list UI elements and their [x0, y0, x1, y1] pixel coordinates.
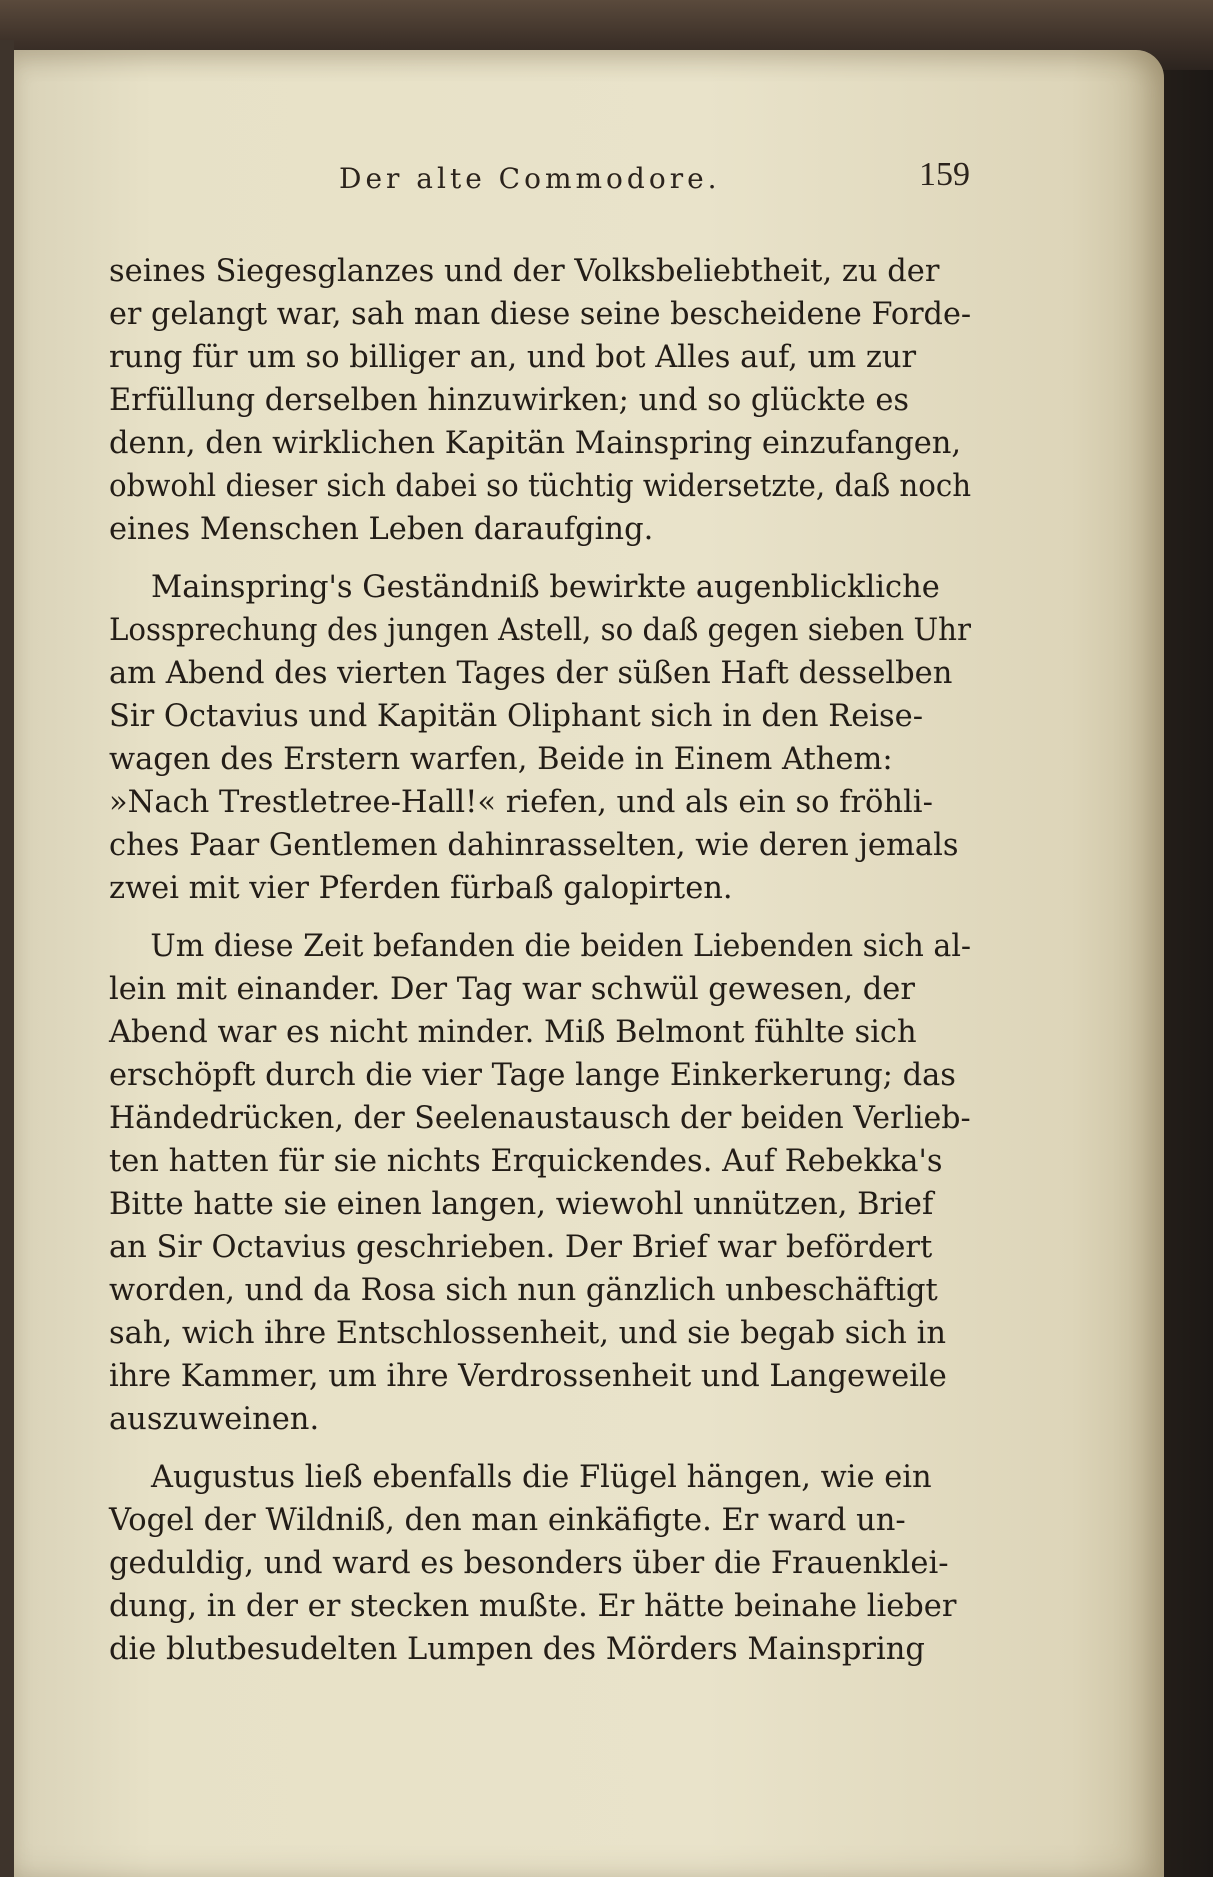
text-line: obwohl dieser sich dabei so tüchtig widersetzte, daß noch — [109, 469, 972, 504]
text-line: Augustus ließ ebenfalls die Flügel hängen, wie ein — [151, 1460, 932, 1495]
text-line: auszuweinen. — [109, 1402, 320, 1437]
text-line: »Nach Trestletree-Hall!« riefen, und als ein so fröhli- — [109, 785, 933, 820]
body-text — [109, 250, 971, 1671]
text-line: worden, und da Rosa sich nun gänzlich unbeschäftigt — [109, 1273, 938, 1308]
text-line: Bitte hatte sie einen langen, wiewohl unnützen, Brief — [109, 1187, 934, 1222]
paragraph-gap — [109, 1441, 971, 1456]
text-line: eines Menschen Leben daraufging. — [109, 512, 654, 547]
text-line: denn, den wirklichen Kapitän Mainspring einzufangen, — [109, 426, 962, 461]
text-line: an Sir Octavius geschrieben. Der Brief war befördert — [109, 1230, 933, 1265]
text-line: zwei mit vier Pferden fürbaß galopirten. — [109, 871, 733, 906]
text-line: Händedrücken, der Seelenaustausch der beiden Verlieb- — [109, 1101, 971, 1136]
text-line: Mainspring's Geständniß bewirkte augenblickliche — [151, 570, 940, 605]
text-line: er gelangt war, sah man diese seine bescheidene Forde- — [109, 297, 972, 332]
text-line: Um diese Zeit befanden die beiden Liebenden sich al- — [150, 929, 972, 964]
text-line: ches Paar Gentlemen dahinrasselten, wie deren jemals — [109, 828, 959, 863]
book-binding-left — [0, 40, 14, 1877]
page-number: 159 — [919, 156, 970, 193]
text-line: wagen des Erstern warfen, Beide in Einem Athem: — [109, 742, 893, 777]
paper-page — [14, 50, 1164, 1877]
paragraph-1 — [109, 250, 971, 551]
running-head — [124, 150, 970, 220]
text-line: erschöpft durch die vier Tage lange Einkerkerung; das — [109, 1058, 956, 1093]
text-line: seines Siegesglanzes und der Volksbeliebtheit, zu der — [109, 254, 940, 289]
text-line: am Abend des vierten Tages der süßen Haft desselben — [109, 656, 953, 691]
paragraph-3 — [109, 925, 971, 1441]
running-title: Der alte Commodore. — [339, 162, 721, 195]
text-line: Sir Octavius und Kapitän Oliphant sich in den Reise- — [109, 699, 924, 734]
text-line: sah, wich ihre Entschlossenheit, und sie begab sich in — [109, 1316, 947, 1351]
text-line: lein mit einander. Der Tag war schwül gewesen, der — [109, 972, 915, 1007]
text-line: Erfüllung derselben hinzuwirken; und so glückte es — [109, 383, 910, 418]
text-line: ten hatten für sie nichts Erquickendes. Auf Rebekka's — [109, 1144, 943, 1179]
paragraph-gap — [109, 551, 971, 566]
text-line: geduldig, und ward es besonders über die Frauenklei- — [109, 1546, 949, 1581]
paragraph-4 — [109, 1456, 971, 1671]
text-line: Lossprechung des jungen Astell, so daß gegen sieben Uhr — [109, 613, 972, 648]
text-line: Vogel der Wildniß, den man einkäfigte. Er ward un- — [109, 1503, 906, 1538]
text-line: dung, in der er stecken mußte. Er hätte beinahe lieber — [109, 1589, 957, 1624]
text-line: die blutbesudelten Lumpen des Mörders Mainspring — [109, 1632, 925, 1667]
paragraph-2 — [109, 566, 971, 910]
paragraph-gap — [109, 910, 971, 925]
text-line: rung für um so billiger an, und bot Alles auf, um zur — [109, 340, 917, 375]
text-line: Abend war es nicht minder. Miß Belmont fühlte sich — [109, 1015, 917, 1050]
text-line: ihre Kammer, um ihre Verdrossenheit und Langeweile — [109, 1359, 947, 1394]
